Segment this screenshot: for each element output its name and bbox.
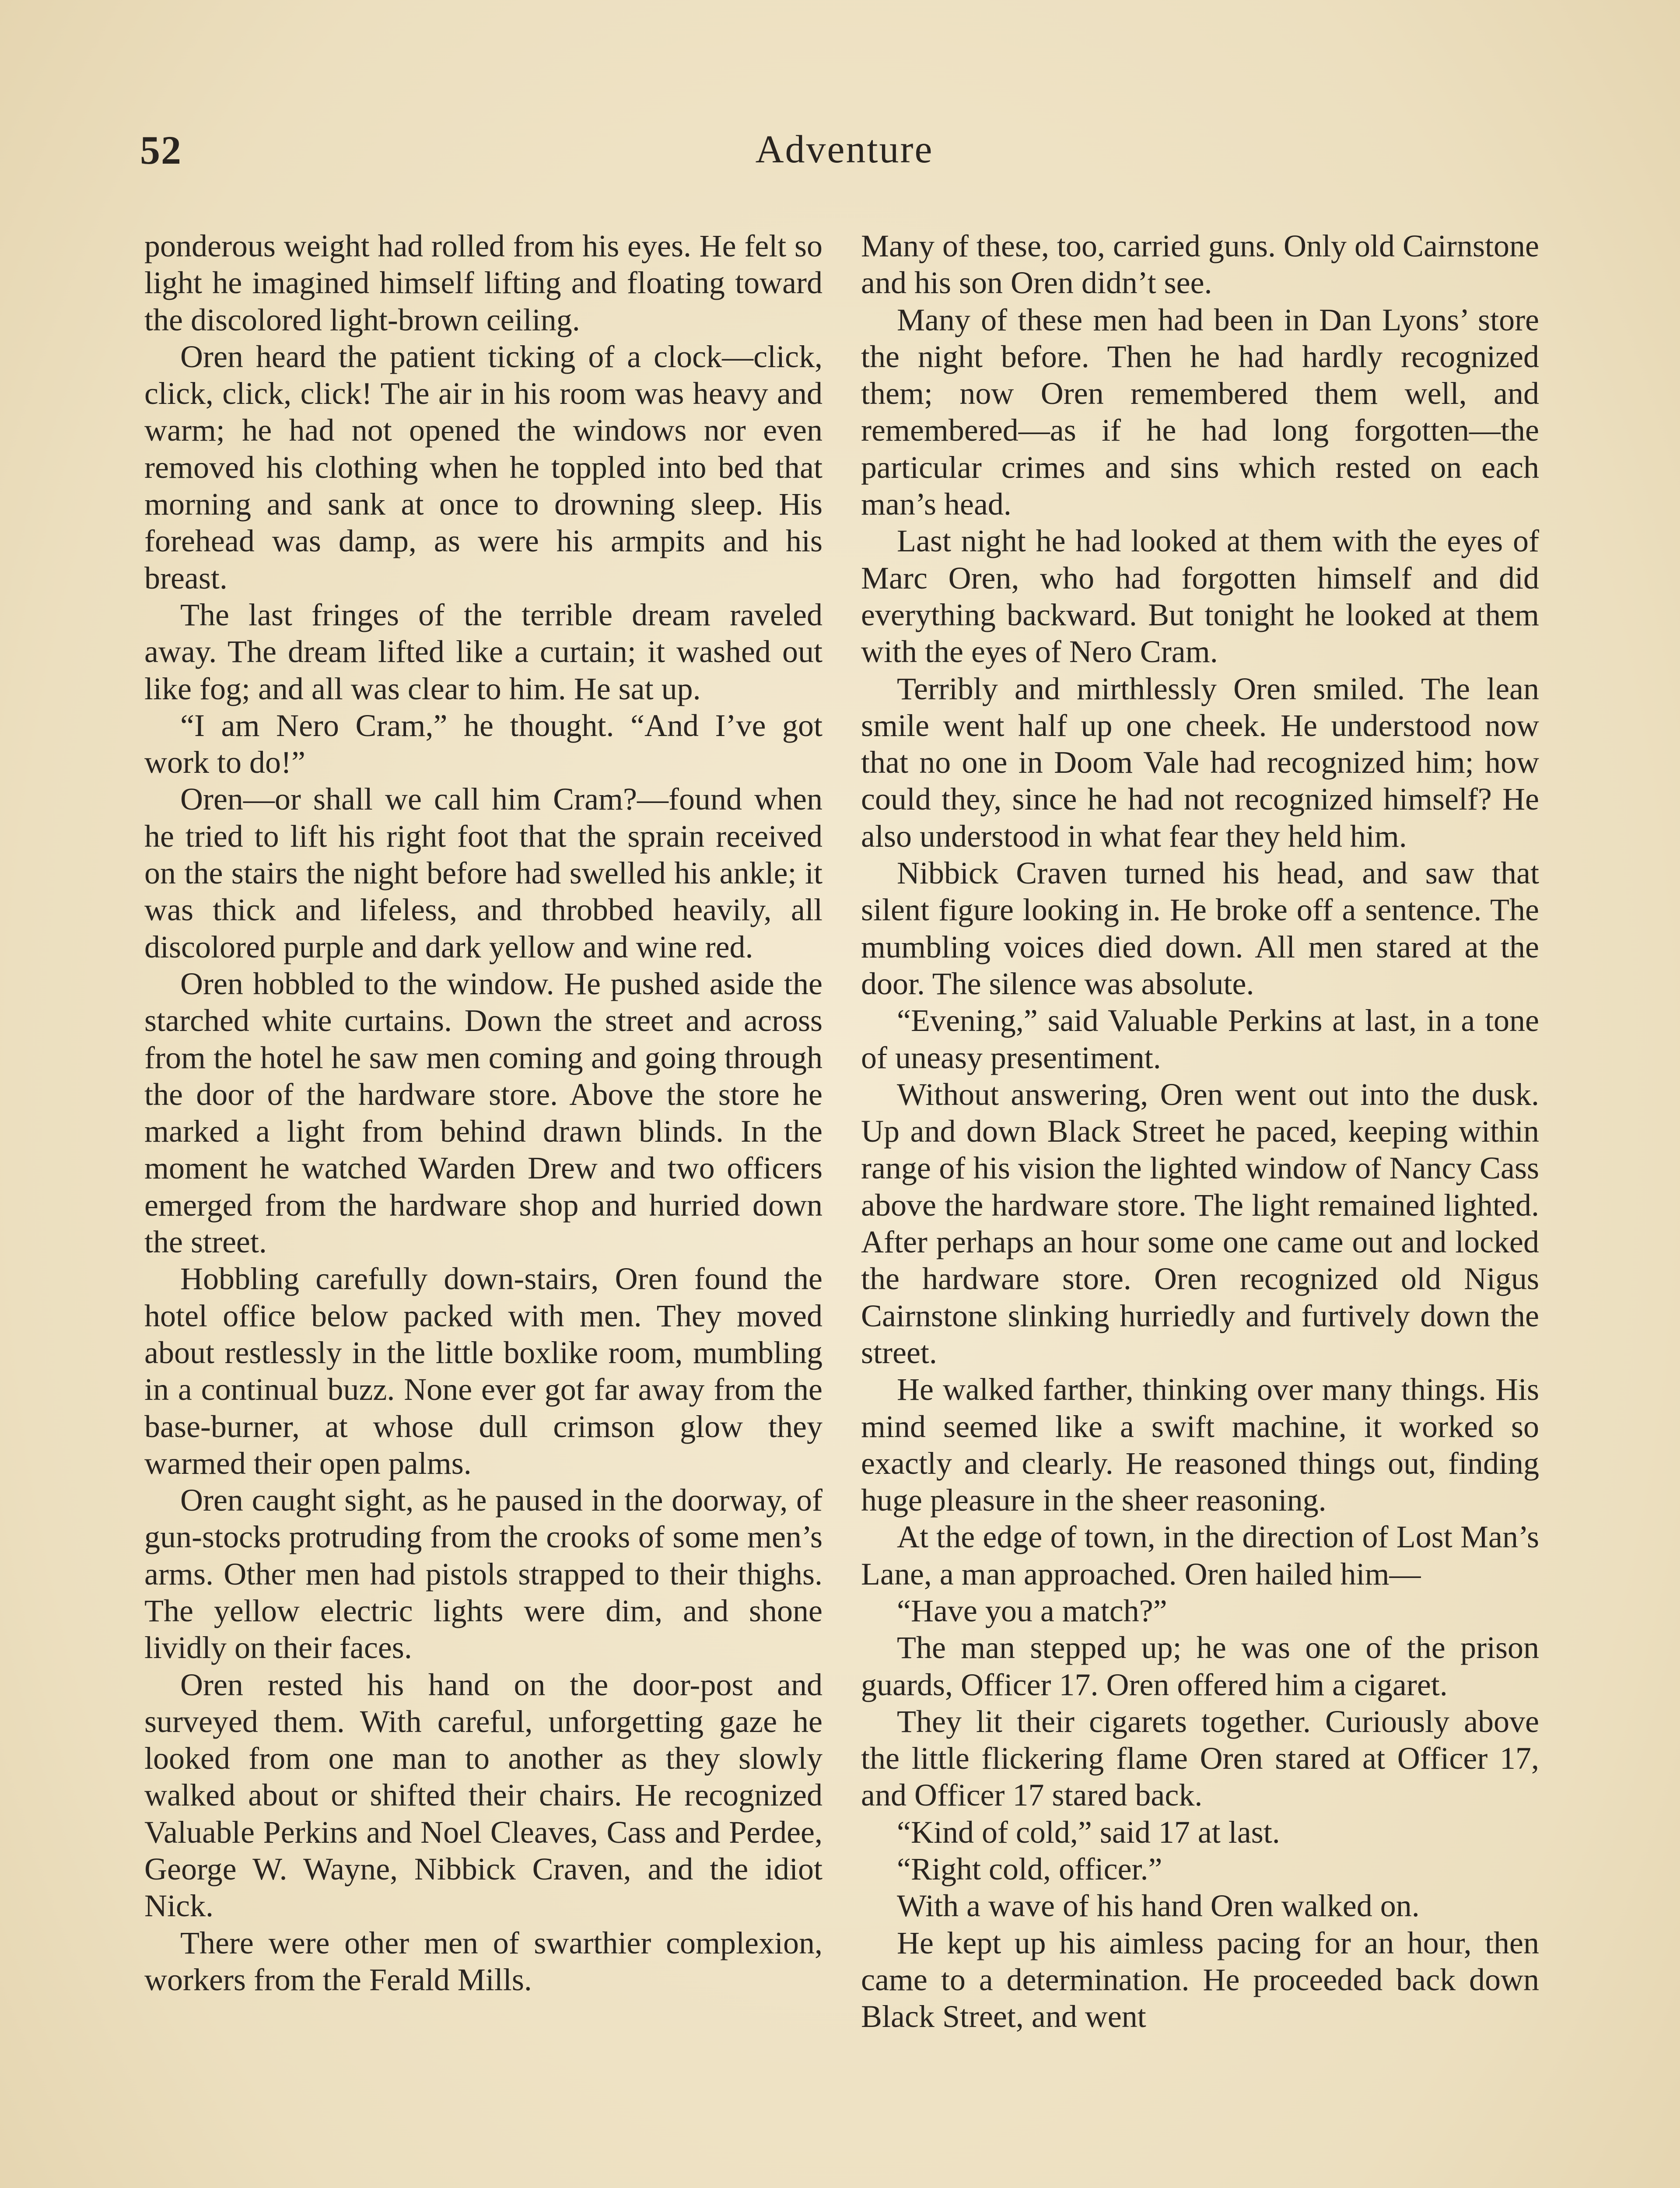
paragraph: Oren rested his hand on the door-post and surveyed them. With careful, unforgetting gaze he looked from one man to another as they slowly walked about or shifted their chairs. He recognized Valuable Perkins and Noel Cleaves, Cass and Perdee, George W. Wayne, Nibbick Craven, and the idiot Nick. bbox=[144, 1667, 822, 1924]
left-column bbox=[144, 228, 822, 2188]
paragraph: Oren—or shall we call him Cram?—found when he tried to lift his right foot that the sprain received on the stairs the night before had swelled his ankle; it was thick and lifeless, and throbbed heavily, all discolored purple and dark yellow and wine red. bbox=[144, 782, 822, 964]
paragraph: Oren caught sight, as he paused in the doorway, of gun-stocks protruding from the crooks of some men’s arms. Other men had pistols strapped to their thighs. The yellow electric lights were dim, and shone lividly on their faces. bbox=[144, 1483, 822, 1666]
paragraph: Nibbick Craven turned his head, and saw that silent figure looking in. He broke off a sentence. The mumbling voices died down. All men stared at the door. The silence was absolute. bbox=[861, 856, 1539, 1001]
paragraph: ponderous weight had rolled from his eyes. He felt so light he imagined himself lifting and floating toward the discolored light-brown ceiling. bbox=[144, 228, 822, 337]
page-number: 52 bbox=[140, 128, 182, 172]
paragraph: They lit their cigarets together. Curiously above the little flickering flame Oren stared at Officer 17, and Officer 17 stared back. bbox=[861, 1704, 1539, 1813]
paragraph: Many of these, too, carried guns. Only old Cairnstone and his son Oren didn’t see. bbox=[861, 228, 1539, 301]
page-header bbox=[140, 127, 1549, 184]
paragraph: Without answering, Oren went out into the dusk. Up and down Black Street he paced, keeping within range of his vision the lighted window of Nancy Cass above the hardware store. The light remained lighted. After perhaps an hour some one came out and locked the hardware store. Oren recognized old Nigus Cairnstone slinking hurriedly and furtively down the street. bbox=[861, 1076, 1539, 1370]
paragraph: “Have you a match?” bbox=[897, 1593, 1167, 1628]
paragraph: Many of these men had been in Dan Lyons’ store the night before. Then he had hardly recognized them; now Oren remembered them well, and remembered—as if he had long forgotten—the particular crimes and sins which rested on each man’s head. bbox=[861, 302, 1539, 522]
paragraph: “Right cold, officer.” bbox=[897, 1851, 1162, 1887]
paragraph: Oren hobbled to the window. He pushed aside the starched white curtains. Down the street and across from the hotel he saw men coming and going through the door of the hardware store. Above the store he marked a light from behind drawn blinds. In the moment he watched Warden Drew and two officers emerged from the hardware shop and hurried down the street. bbox=[144, 966, 822, 1260]
paragraph: Oren heard the patient ticking of a clock—click, click, click, click! The air in his room was heavy and warm; he had not opened the windows nor even removed his clothing when he toppled into bed that morning and sank at once to drowning sleep. His forehead was damp, as were his armpits and his breast. bbox=[144, 339, 822, 596]
right-column bbox=[861, 228, 1539, 2188]
paragraph: He walked farther, thinking over many things. His mind seemed like a swift machine, it worked so exactly and clearly. He reasoned things out, finding huge pleasure in the sheer reasoning. bbox=[861, 1372, 1539, 1518]
paragraph: With a wave of his hand Oren walked on. bbox=[897, 1888, 1420, 1924]
running-title: Adventure bbox=[755, 128, 934, 171]
paragraph: The man stepped up; he was one of the prison guards, Officer 17. Oren offered him a cigaret. bbox=[861, 1630, 1539, 1702]
paragraph: Hobbling carefully down-stairs, Oren found the hotel office below packed with men. They moved about restlessly in the little boxlike room, mumbling in a continual buzz. None ever got far away from the base-burner, at whose dull crimson glow they warmed their open palms. bbox=[144, 1261, 822, 1481]
paragraph: The last fringes of the terrible dream raveled away. The dream lifted like a curtain; it washed out like fog; and all was clear to him. He sat up. bbox=[144, 597, 822, 706]
paragraph: At the edge of town, in the direction of Lost Man’s Lane, a man approached. Oren hailed him— bbox=[861, 1519, 1539, 1592]
paragraph: He kept up his aimless pacing for an hour, then came to a determination. He proceeded back down Black Street, and went bbox=[861, 1925, 1539, 2034]
paragraph: “Kind of cold,” said 17 at last. bbox=[897, 1814, 1280, 1850]
paragraph: Last night he had looked at them with the eyes of Marc Oren, who had forgotten himself and did everything backward. But tonight he looked at them with the eyes of Nero Cram. bbox=[861, 523, 1539, 670]
paragraph: “I am Nero Cram,” he thought. “And I’ve got work to do!” bbox=[144, 708, 822, 780]
paragraph: There were other men of swarthier complexion, workers from the Ferald Mills. bbox=[144, 1925, 822, 1997]
paragraph: “Evening,” said Valuable Perkins at last, in a tone of uneasy presentiment. bbox=[861, 1003, 1539, 1075]
paragraph: Terribly and mirthlessly Oren smiled. The lean smile went half up one cheek. He understood now that no one in Doom Vale had recognized him; how could they, since he had not recognized himself? He also understood in what fear they held him. bbox=[861, 671, 1539, 854]
